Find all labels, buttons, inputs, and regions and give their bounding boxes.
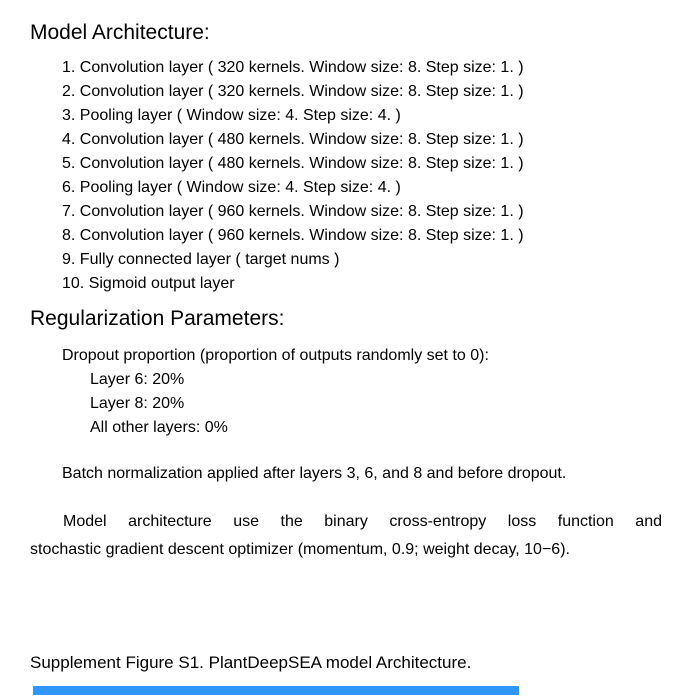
batch-normalization-note: Batch normalization applied after layers 3, 6, and 8 and before dropout. [62,465,567,482]
selection-highlight-bar [33,686,519,695]
dropout-item: Layer 8: 20% [90,395,185,412]
figure-caption: Supplement Figure S1. PlantDeepSEA model Architecture. [30,653,472,672]
model-architecture-heading: Model Architecture: [30,21,210,44]
arch-layer-item: 1. Convolution layer ( 320 kernels. Window size: 8. Step size: 1. ) [62,59,524,76]
optimizer-paragraph [30,508,662,564]
arch-layer-item: 7. Convolution layer ( 960 kernels. Window size: 8. Step size: 1. ) [62,203,524,220]
dropout-intro-line: Dropout proportion (proportion of outputs randomly set to 0): [62,347,489,364]
regularization-parameters-heading: Regularization Parameters: [30,307,285,330]
arch-layer-item: 2. Convolution layer ( 320 kernels. Window size: 8. Step size: 1. ) [62,83,524,100]
arch-layer-item: 8. Convolution layer ( 960 kernels. Window size: 8. Step size: 1. ) [62,227,524,244]
arch-layer-item: 10. Sigmoid output layer [62,275,235,292]
arch-layer-item: 9. Fully connected layer ( target nums ) [62,251,340,268]
architecture-layer-list [62,56,524,296]
arch-layer-item: 4. Convolution layer ( 480 kernels. Window size: 8. Step size: 1. ) [62,131,524,148]
optimizer-paragraph-line2: stochastic gradient descent optimizer (momentum, 0.9; weight decay, 10−6). [30,541,570,558]
dropout-item: Layer 6: 20% [90,371,185,388]
optimizer-paragraph-line1: Model architecture use the binary cross-entropy loss function and [63,513,662,530]
arch-layer-item: 5. Convolution layer ( 480 kernels. Window size: 8. Step size: 1. ) [62,155,524,172]
arch-layer-item: 6. Pooling layer ( Window size: 4. Step size: 4. ) [62,179,401,196]
dropout-section [62,344,489,440]
dropout-item: All other layers: 0% [90,419,228,436]
arch-layer-item: 3. Pooling layer ( Window size: 4. Step size: 4. ) [62,107,401,124]
